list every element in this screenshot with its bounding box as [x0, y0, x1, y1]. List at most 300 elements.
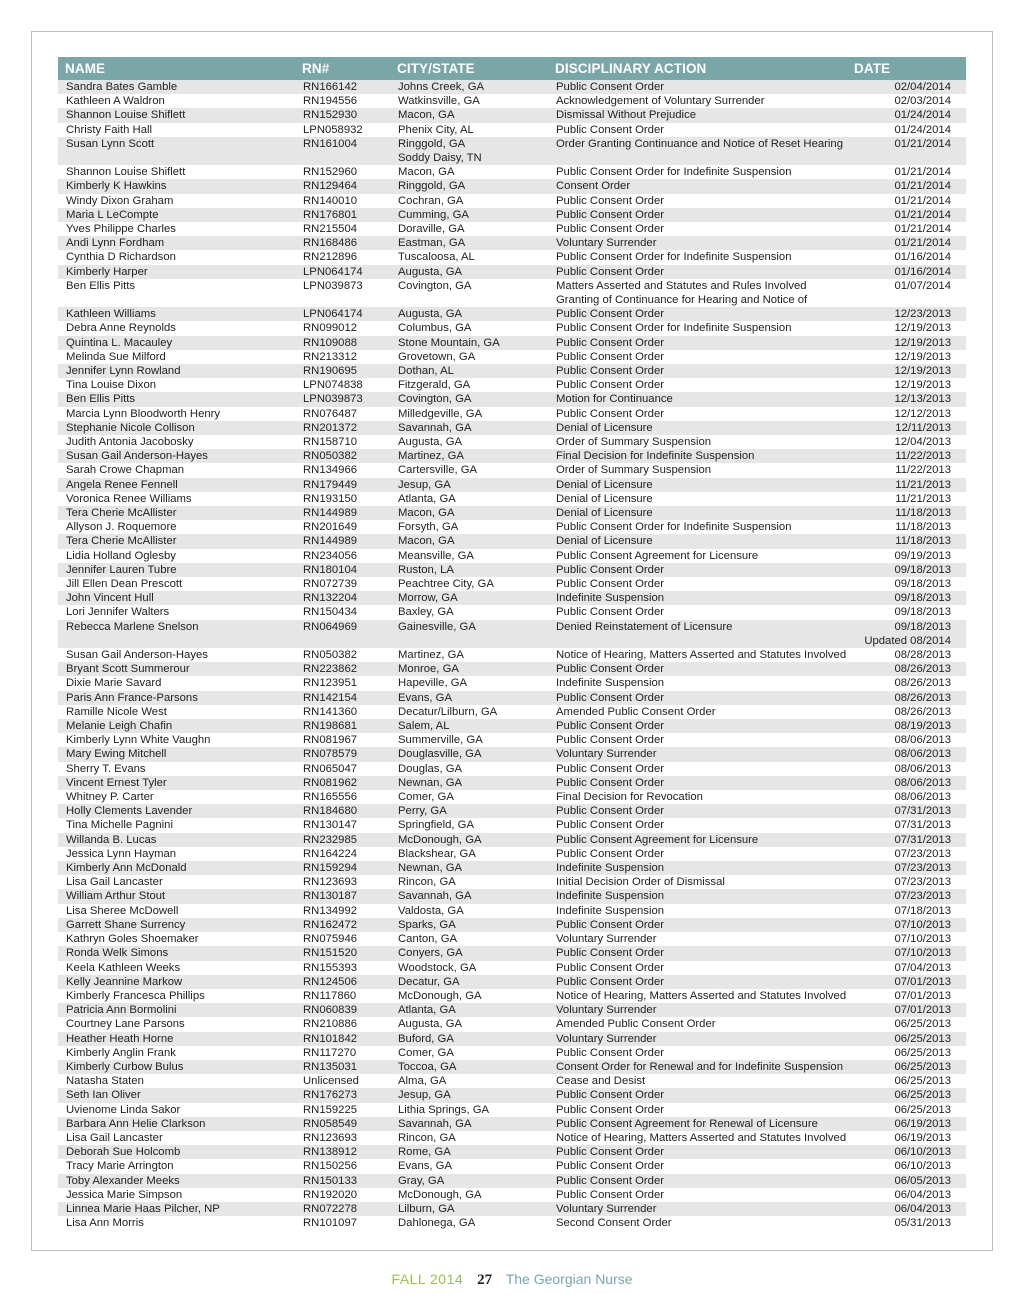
cell-date: 08/26/2013	[894, 705, 951, 718]
table-row	[58, 691, 966, 705]
cell-disciplinary-action: Notice of Hearing, Matters Asserted and Statutes Involved	[556, 1131, 847, 1144]
header-city-state: CITY/STATE	[390, 57, 548, 80]
cell-name: Quintina L. Macauley	[58, 336, 295, 350]
cell-rn: LPN064174	[295, 265, 390, 279]
table-row	[58, 549, 966, 563]
table-row	[58, 265, 966, 279]
cell-name: Kimberly K Hawkins	[58, 179, 295, 193]
cell-city-state: Lithia Springs, GA	[398, 1103, 490, 1116]
cell-disciplinary-action: Public Consent Order	[556, 379, 664, 392]
footer-publication: The Georgian Nurse	[505, 1271, 633, 1287]
cell-rn: RN168486	[295, 236, 390, 250]
table-row	[58, 208, 966, 222]
table-row	[58, 435, 966, 449]
table-row	[58, 179, 966, 193]
cell-name: Voronica Renee Williams	[66, 492, 192, 505]
cell-date: 11/21/2013	[895, 492, 951, 505]
cell-disciplinary-action: Public Consent Order	[548, 364, 847, 378]
cell-city-state: Summerville, GA	[398, 734, 483, 747]
cell-date: 06/25/2013	[894, 1018, 951, 1031]
cell-disciplinary-action: Motion for Continuance	[548, 392, 847, 406]
cell-date: 01/21/2014	[894, 166, 951, 179]
cell-rn: RN076487	[303, 407, 358, 420]
cell-city-state: Grovetown, GA	[398, 350, 476, 363]
cell-city-state: Newnan, GA	[390, 776, 548, 790]
cell-rn: RN123951	[303, 677, 358, 690]
cell-city-state: Macon, GA	[398, 166, 455, 179]
cell-disciplinary-action: Second Consent Order	[556, 1217, 672, 1230]
cell-disciplinary-action: Indefinite Suspension	[556, 904, 665, 917]
cell-rn: RN201372	[295, 421, 390, 435]
cell-city-state: Ruston, LA	[390, 563, 548, 577]
cell-name: Kimberly Ann McDonald	[58, 861, 295, 875]
table-row	[58, 1032, 966, 1046]
table-row	[58, 108, 966, 122]
table-row	[58, 279, 966, 307]
cell-rn: LPN058932	[303, 123, 363, 136]
header-rn: RN#	[295, 57, 390, 80]
cell-disciplinary-action: Public Consent Order	[548, 563, 847, 577]
cell-rn: RN058549	[295, 1117, 390, 1131]
cell-date: 01/16/2014	[894, 251, 951, 264]
cell-city-state: Meansville, GA	[398, 549, 474, 562]
cell-disciplinary-action: Public Consent Order	[556, 1046, 664, 1059]
cell-rn: LPN074838	[303, 379, 363, 392]
cell-disciplinary-action: Public Consent Order	[556, 1103, 664, 1116]
cell-disciplinary-action: Indefinite Suspension	[548, 591, 847, 605]
cell-date: 01/16/2014	[847, 265, 966, 279]
cell-disciplinary-action-line: Granting of Continuance for Hearing and Notice of	[556, 294, 808, 306]
cell-date: 06/10/2013	[894, 1160, 951, 1173]
table-row	[58, 563, 966, 577]
cell-disciplinary-action: Denial of Licensure	[548, 478, 847, 492]
cell-name: Andi Lynn Fordham	[58, 236, 295, 250]
cell-rn: RN223862	[295, 662, 390, 676]
cell-name: Susan Gail Anderson-Hayes	[66, 649, 208, 662]
cell-name: Tera Cherie McAllister	[58, 506, 295, 520]
cell-rn: RN161004	[295, 137, 390, 165]
cell-rn: RN194556	[303, 95, 358, 108]
cell-rn: RN213312	[303, 350, 358, 363]
cell-name: Whitney P. Carter	[66, 791, 154, 804]
cell-name: Tina Michelle Pagnini	[66, 819, 173, 832]
cell-city-state-line: Ringgold, GA	[398, 137, 466, 150]
cell-date: 06/25/2013	[847, 1060, 966, 1074]
cell-date: 05/31/2013	[894, 1217, 951, 1230]
cell-date: 07/10/2013	[847, 918, 966, 932]
cell-rn: RN123693	[303, 876, 358, 889]
cell-disciplinary-action: Public Consent Order	[556, 734, 664, 747]
cell-city-state: Decatur, GA	[390, 975, 548, 989]
cell-city-state: Valdosta, GA	[398, 904, 464, 917]
cell-city-state: Milledgeville, GA	[398, 407, 483, 420]
table-row	[58, 236, 966, 250]
cell-name: Kimberly Curbow Bulus	[58, 1060, 295, 1074]
cell-disciplinary-action: Public Consent Order	[556, 819, 664, 832]
cell-city-state: Macon, GA	[390, 534, 548, 548]
cell-rn: RN159225	[303, 1103, 358, 1116]
table-row	[58, 137, 966, 165]
cell-rn: RN150434	[303, 606, 358, 619]
cell-rn: LPN039873	[295, 392, 390, 406]
cell-rn: RN184680	[295, 804, 390, 818]
cell-date: 06/25/2013	[847, 1032, 966, 1046]
cell-disciplinary-action: Amended Public Consent Order	[556, 705, 716, 718]
cell-disciplinary-action: Public Consent Order	[556, 1160, 664, 1173]
cell-disciplinary-action: Public Consent Order for Indefinite Suspension	[556, 322, 792, 335]
cell-name: Dixie Marie Savard	[66, 677, 162, 690]
cell-date: 01/21/2014	[847, 137, 966, 165]
cell-rn: RN138912	[295, 1145, 390, 1159]
footer-page-number: 27	[477, 1272, 493, 1288]
cell-city-state: Evans, GA	[390, 691, 548, 705]
cell-disciplinary-action: Voluntary Surrender	[548, 236, 847, 250]
cell-city-state: Perry, GA	[390, 804, 548, 818]
table-row	[58, 620, 966, 648]
cell-disciplinary-action: Public Consent Order	[548, 1174, 847, 1188]
cell-date: 07/04/2013	[894, 961, 951, 974]
cell-rn: Unlicensed	[303, 1075, 359, 1088]
cell-city-state	[390, 137, 548, 165]
cell-rn: RN101097	[303, 1217, 358, 1230]
cell-name: Judith Antonia Jacobosky	[66, 436, 194, 449]
cell-city-state: Augusta, GA	[390, 265, 548, 279]
cell-city-state: Douglas, GA	[398, 762, 463, 775]
table-row	[58, 1017, 966, 1031]
cell-name: Kimberly Harper	[58, 265, 295, 279]
table-row	[58, 861, 966, 875]
cell-rn: RN152930	[295, 108, 390, 122]
cell-disciplinary-action: Dismissal Without Prejudice	[548, 108, 847, 122]
cell-date: 06/04/2013	[847, 1202, 966, 1216]
cell-date: 09/18/2013	[847, 563, 966, 577]
cell-name: Willanda B. Lucas	[58, 833, 295, 847]
cell-rn: RN140010	[303, 194, 358, 207]
table-row	[58, 449, 966, 463]
cell-date: 11/18/2013	[847, 534, 966, 548]
table-row	[58, 1131, 966, 1145]
cell-rn: RN158710	[303, 436, 358, 449]
table-row	[58, 1159, 966, 1173]
cell-city-state: Cartersville, GA	[398, 464, 478, 477]
table-row	[58, 648, 966, 662]
cell-city-state: Watkinsville, GA	[398, 95, 480, 108]
cell-disciplinary-action: Voluntary Surrender	[556, 933, 657, 946]
cell-date: 06/25/2013	[894, 1103, 951, 1116]
cell-rn: RN176273	[295, 1088, 390, 1102]
cell-name: Jessica Marie Simpson	[66, 1188, 183, 1201]
cell-city-state: Martinez, GA	[398, 649, 464, 662]
cell-disciplinary-action: Voluntary Surrender	[548, 1003, 847, 1017]
cell-name: Cynthia D Richardson	[66, 251, 176, 264]
cell-name: Allyson J. Roquemore	[66, 521, 177, 534]
cell-city-state: Ringgold, GA	[390, 179, 548, 193]
table-row	[58, 875, 966, 889]
cell-disciplinary-action: Indefinite Suspension	[556, 677, 665, 690]
cell-city-state-line: Soddy Daisy, TN	[398, 152, 482, 164]
table-row	[58, 407, 966, 421]
table-row	[58, 975, 966, 989]
cell-date: 12/11/2013	[847, 421, 966, 435]
cell-rn: RN210886	[303, 1018, 358, 1031]
cell-rn: RN117860	[303, 989, 357, 1002]
cell-date: 12/19/2013	[894, 322, 951, 335]
table-row	[58, 534, 966, 548]
table-row	[58, 364, 966, 378]
cell-name: Ronda Welk Simons	[58, 946, 295, 960]
cell-rn: RN117270	[303, 1046, 357, 1059]
cell-date: 09/18/2013	[894, 606, 951, 619]
table-row	[58, 463, 966, 477]
cell-city-state: Peachtree City, GA	[398, 578, 494, 591]
cell-date: 07/23/2013	[847, 861, 966, 875]
cell-city-state: Macon, GA	[390, 108, 548, 122]
cell-disciplinary-action: Order Granting Continuance and Notice of Reset Hearing	[548, 137, 847, 165]
cell-rn: RN129464	[295, 179, 390, 193]
cell-city-state: Augusta, GA	[390, 307, 548, 321]
cell-city-state: Gray, GA	[390, 1174, 548, 1188]
cell-disciplinary-action: Voluntary Surrender	[548, 747, 847, 761]
table-row	[58, 506, 966, 520]
cell-disciplinary-action: Public Consent Order	[548, 307, 847, 321]
cell-disciplinary-action: Public Consent Order	[548, 918, 847, 932]
cell-rn: RN135031	[295, 1060, 390, 1074]
cell-name: Holly Clements Lavender	[58, 804, 295, 818]
cell-name: Debra Anne Reynolds	[66, 322, 176, 335]
cell-disciplinary-action: Denial of Licensure	[548, 534, 847, 548]
cell-rn: RN141360	[303, 705, 358, 718]
cell-rn: RN193150	[303, 492, 358, 505]
cell-disciplinary-action: Public Consent Order	[556, 606, 664, 619]
cell-date: 07/01/2013	[847, 1003, 966, 1017]
cell-disciplinary-action: Denial of Licensure	[556, 492, 653, 505]
cell-name: Jill Ellen Dean Prescott	[66, 578, 183, 591]
header-name: NAME	[58, 57, 295, 80]
table-row	[58, 378, 966, 392]
cell-name: Linnea Marie Haas Pilcher, NP	[58, 1202, 295, 1216]
table-row	[58, 478, 966, 492]
cell-name: Kimberly Francesca Phillips	[66, 989, 205, 1002]
cell-rn: RN050382	[303, 649, 358, 662]
table-body	[58, 80, 966, 1230]
cell-city-state: Cumming, GA	[390, 208, 548, 222]
table-row	[58, 790, 966, 804]
cell-rn: RN151520	[295, 946, 390, 960]
cell-date: 06/19/2013	[847, 1117, 966, 1131]
cell-rn: RN159294	[295, 861, 390, 875]
cell-city-state: Buford, GA	[390, 1032, 548, 1046]
cell-date-line: Updated 08/2014	[864, 634, 951, 647]
cell-rn: LPN064174	[295, 307, 390, 321]
table-row	[58, 350, 966, 364]
cell-date: 06/04/2013	[894, 1188, 951, 1201]
cell-date: 07/10/2013	[894, 933, 951, 946]
cell-rn: RN232985	[295, 833, 390, 847]
cell-disciplinary-action: Public Consent Order	[548, 208, 847, 222]
cell-city-state: Evans, GA	[398, 1160, 452, 1173]
cell-city-state: Toccoa, GA	[390, 1060, 548, 1074]
cell-name: Tracy Marie Arrington	[66, 1160, 174, 1173]
cell-name: Lisa Gail Lancaster	[66, 1131, 163, 1144]
cell-name: Melanie Leigh Chafin	[58, 719, 295, 733]
cell-disciplinary-action: Voluntary Surrender	[548, 1032, 847, 1046]
cell-name: Courtney Lane Parsons	[66, 1018, 185, 1031]
cell-date: 12/19/2013	[847, 336, 966, 350]
cell-city-state: Cochran, GA	[398, 194, 464, 207]
table-row	[58, 1046, 966, 1060]
cell-city-state: Monroe, GA	[390, 662, 548, 676]
cell-name: Shannon Louise Shiflett	[66, 166, 186, 179]
cell-date: 12/19/2013	[847, 364, 966, 378]
cell-name: Paris Ann France-Parsons	[58, 691, 295, 705]
cell-disciplinary-action: Public Consent Order for Indefinite Suspension	[556, 251, 792, 264]
cell-disciplinary-action-line: Matters Asserted and Statutes and Rules Involved	[556, 279, 807, 292]
cell-rn: RN215504	[303, 223, 358, 235]
cell-rn: RN060839	[295, 1003, 390, 1017]
table-row	[58, 421, 966, 435]
cell-rn: RN234056	[303, 549, 358, 562]
table-row	[58, 520, 966, 534]
cell-date: 08/06/2013	[894, 762, 951, 775]
cell-city-state: Jesup, GA	[390, 478, 548, 492]
cell-date: 07/31/2013	[894, 819, 951, 832]
cell-name: Mary Ewing Mitchell	[58, 747, 295, 761]
cell-date: 01/24/2014	[894, 123, 951, 136]
table-row	[58, 591, 966, 605]
cell-city-state: Augusta, GA	[398, 436, 463, 449]
cell-rn: RN166142	[295, 80, 390, 94]
cell-rn: RN192020	[303, 1188, 358, 1201]
cell-disciplinary-action: Public Consent Order	[548, 1145, 847, 1159]
cell-disciplinary-action: Public Consent Order	[556, 762, 664, 775]
table-row	[58, 392, 966, 406]
cell-rn: RN142154	[295, 691, 390, 705]
cell-rn: RN155393	[303, 961, 358, 974]
cell-city-state: Phenix City, AL	[398, 123, 474, 136]
cell-rn: RN144989	[295, 534, 390, 548]
cell-city-state: Baxley, GA	[398, 606, 454, 619]
cell-rn: RN081962	[295, 776, 390, 790]
cell-date: 01/21/2014	[894, 223, 951, 235]
cell-name: Deborah Sue Holcomb	[58, 1145, 295, 1159]
cell-city-state: Sparks, GA	[390, 918, 548, 932]
cell-city-state: Decatur/Lilburn, GA	[398, 705, 498, 718]
table-row	[58, 989, 966, 1003]
cell-rn: RN101842	[295, 1032, 390, 1046]
cell-name: Barbara Ann Helie Clarkson	[58, 1117, 295, 1131]
cell-disciplinary-action: Public Consent Order	[548, 946, 847, 960]
cell-date: 02/03/2014	[894, 95, 951, 108]
cell-city-state: Augusta, GA	[398, 1018, 463, 1031]
table-row	[58, 733, 966, 747]
cell-rn: RN162472	[295, 918, 390, 932]
cell-name: Lidia Holland Oglesby	[66, 549, 176, 562]
table-row	[58, 492, 966, 506]
cell-disciplinary-action: Public Consent Order	[548, 336, 847, 350]
cell-name: Lisa Gail Lancaster	[66, 876, 163, 889]
cell-date: 07/23/2013	[894, 876, 951, 889]
table-row	[58, 1216, 966, 1230]
cell-city-state: Conyers, GA	[390, 946, 548, 960]
cell-disciplinary-action: Indefinite Suspension	[548, 861, 847, 875]
cell-date: 12/19/2013	[894, 379, 951, 392]
cell-name: Toby Alexander Meeks	[58, 1174, 295, 1188]
cell-city-state: Covington, GA	[390, 392, 548, 406]
cell-date: 07/01/2013	[894, 989, 951, 1002]
table-row	[58, 918, 966, 932]
cell-disciplinary-action: Consent Order	[548, 179, 847, 193]
cell-disciplinary-action: Consent Order for Renewal and for Indefinite Suspension	[548, 1060, 847, 1074]
cell-name: Jennifer Lynn Rowland	[58, 364, 295, 378]
table-row	[58, 719, 966, 733]
cell-date: 08/19/2013	[847, 719, 966, 733]
cell-city-state: Forsyth, GA	[398, 521, 459, 534]
cell-disciplinary-action: Denied Reinstatement of Licensure	[548, 620, 847, 648]
cell-rn: RN144989	[295, 506, 390, 520]
table-row	[58, 776, 966, 790]
cell-city-state: Canton, GA	[398, 933, 458, 946]
cell-disciplinary-action: Public Consent Order	[548, 662, 847, 676]
cell-city-state: Comer, GA	[398, 791, 454, 804]
table-header-row	[58, 57, 966, 80]
table-row	[58, 321, 966, 335]
table-row	[58, 904, 966, 918]
table-row	[58, 762, 966, 776]
cell-disciplinary-action: Public Consent Order	[556, 578, 664, 591]
cell-city-state: Rincon, GA	[398, 1131, 456, 1144]
cell-disciplinary-action: Public Consent Order	[556, 961, 664, 974]
cell-date: 08/26/2013	[894, 677, 951, 690]
cell-city-state: Savannah, GA	[390, 889, 548, 903]
cell-disciplinary-action: Public Consent Agreement for Licensure	[548, 833, 847, 847]
cell-rn: RN201649	[303, 521, 358, 534]
cell-date: 11/22/2013	[847, 449, 966, 463]
cell-date: 08/06/2013	[894, 734, 951, 747]
table-row	[58, 1145, 966, 1159]
cell-name: Kelly Jeannine Markow	[58, 975, 295, 989]
cell-city-state: Atlanta, GA	[390, 1003, 548, 1017]
cell-city-state: Woodstock, GA	[398, 961, 477, 974]
cell-disciplinary-action: Public Consent Order	[556, 123, 664, 136]
cell-name: Shannon Louise Shiflett	[58, 108, 295, 122]
cell-name: Kathleen A Waldron	[66, 95, 165, 108]
cell-rn: RN180104	[295, 563, 390, 577]
cell-date: 12/04/2013	[894, 436, 951, 449]
cell-disciplinary-action: Public Consent Order for Indefinite Suspension	[556, 166, 792, 179]
cell-disciplinary-action: Public Consent Order	[548, 719, 847, 733]
cell-disciplinary-action: Notice of Hearing, Matters Asserted and Statutes Involved	[556, 989, 847, 1002]
cell-name: Kimberly Anglin Frank	[66, 1046, 176, 1059]
cell-name: Ben Ellis Pitts	[58, 392, 295, 406]
cell-name: Tera Cherie McAllister	[58, 534, 295, 548]
cell-disciplinary-action: Public Consent Agreement for Licensure	[556, 549, 759, 562]
cell-name: Susan Lynn Scott	[58, 137, 295, 165]
cell-city-state: Morrow, GA	[390, 591, 548, 605]
cell-disciplinary-action: Indefinite Suspension	[548, 889, 847, 903]
page-footer	[0, 1271, 1024, 1289]
header-disciplinary-action: DISCIPLINARY ACTION	[548, 57, 847, 80]
cell-rn: RN152960	[303, 166, 358, 179]
cell-name: Patricia Ann Bormolini	[58, 1003, 295, 1017]
cell-name: Sherry T. Evans	[66, 762, 146, 775]
cell-name: Lisa Ann Morris	[66, 1217, 144, 1230]
cell-disciplinary-action: Public Consent Order	[556, 223, 664, 235]
cell-date: 12/12/2013	[894, 407, 951, 420]
cell-name: Rebecca Marlene Snelson	[58, 620, 295, 648]
table-row	[58, 194, 966, 208]
cell-city-state: Jesup, GA	[390, 1088, 548, 1102]
cell-date: 07/10/2013	[847, 946, 966, 960]
